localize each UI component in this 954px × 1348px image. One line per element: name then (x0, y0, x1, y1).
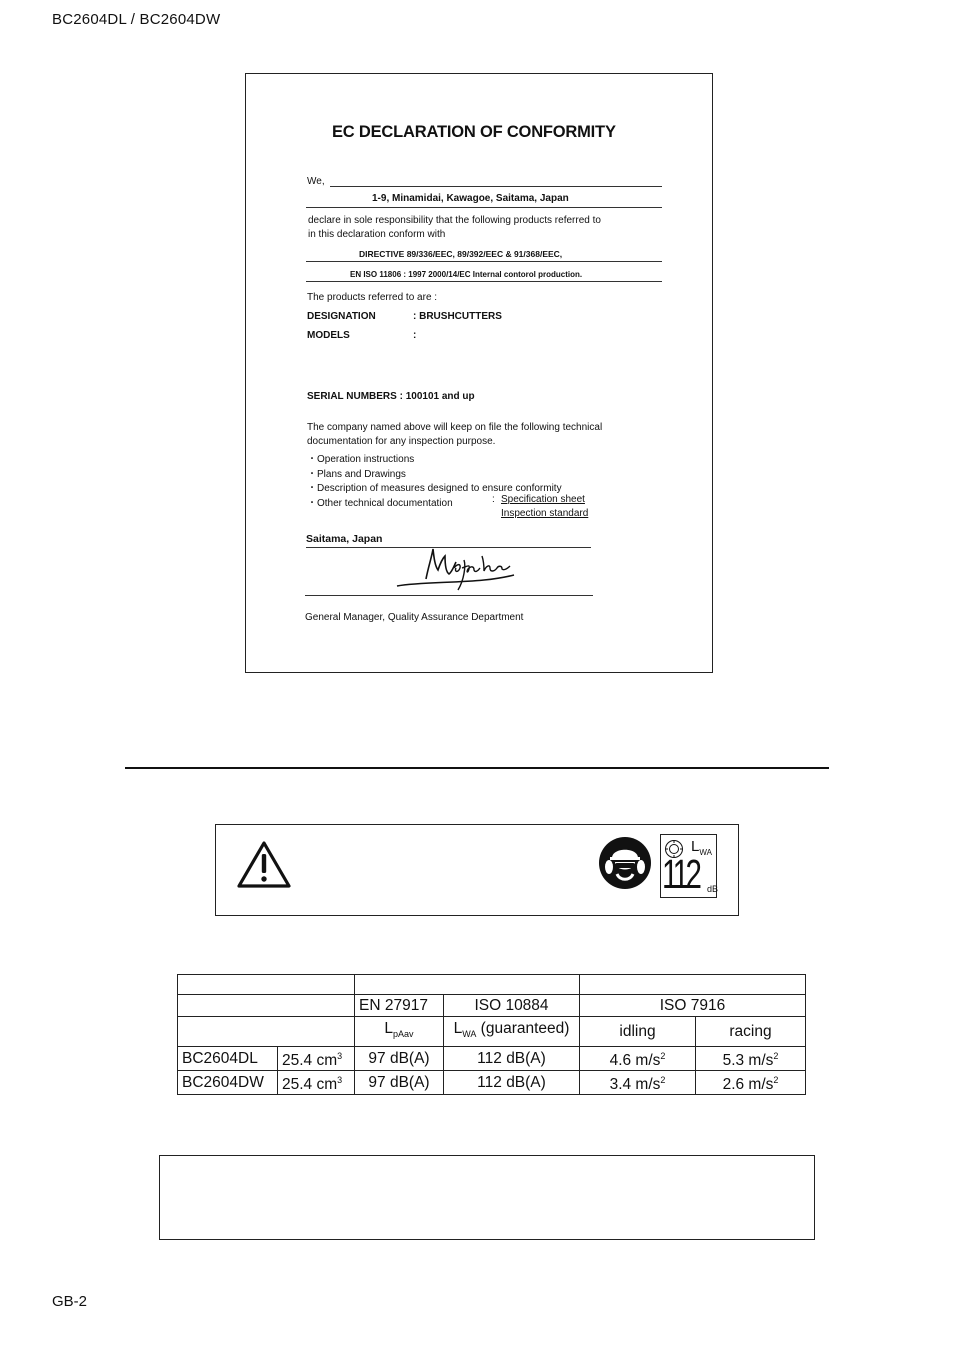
declare-line-2: in this declaration conform with (308, 229, 446, 240)
lwa-unit: dB (707, 884, 719, 894)
table-row (178, 1017, 806, 1047)
racing-cell: 5.3 $m/s^2$ (696, 1047, 806, 1071)
serial-numbers: SERIAL NUMBERS : 100101 and up (307, 391, 475, 402)
doc-item: ・Operation instructions (307, 454, 415, 465)
models-value: : (413, 330, 417, 341)
protective-gear-icon (598, 836, 652, 890)
table-row (178, 995, 806, 1017)
we-label: We, (307, 176, 325, 187)
noise-vibration-table (177, 974, 806, 1095)
signatory-title: General Manager, Quality Assurance Department (305, 612, 524, 623)
table-row (178, 1047, 806, 1071)
doc-item: ・Description of measures designed to ensure conformity (307, 483, 562, 494)
idling-cell: 4.6 $m/s^2$ (580, 1047, 696, 1071)
warning-symbols-panel (215, 824, 739, 916)
standard-iso-7916: ISO 7916 (580, 995, 806, 1017)
table-row (178, 1071, 806, 1095)
declaration-title: EC DECLARATION OF CONFORMITY (332, 123, 616, 141)
doc-item: ・Plans and Drawings (307, 469, 406, 480)
displacement-cell: 25.4 $cm^3$ (278, 1047, 355, 1071)
lwa-label: $L_{WA}$ (691, 838, 712, 857)
colon: : (492, 494, 495, 505)
page-header-model: BC2604DL / BC2604DW (52, 11, 221, 28)
page-number: GB-2 (52, 1293, 88, 1310)
racing-cell: 2.6 $m/s^2$ (696, 1071, 806, 1095)
header-idling: idling (580, 1017, 696, 1047)
standard-iso-10884: ISO 10884 (444, 995, 580, 1017)
products-intro: The products referred to are : (307, 292, 438, 303)
section-divider (125, 767, 829, 769)
table-row (178, 975, 806, 995)
company-line-1: The company named above will keep on file the following technical (307, 422, 603, 433)
idling-cell: 3.4 $m/s^2$ (580, 1071, 696, 1095)
model-cell: BC2604DL (178, 1047, 278, 1071)
models-label: MODELS (307, 330, 350, 341)
lp-cell: 97 dB(A) (355, 1047, 444, 1071)
doc-item: ・Other technical documentation (307, 498, 453, 509)
inspection-standard: Inspection standard (501, 508, 589, 519)
lw-cell: 112 dB(A) (444, 1071, 580, 1095)
designation-value: : BRUSHCUTTERS (413, 311, 502, 322)
sound-level-label-icon (660, 834, 717, 898)
address: 1-9, Minamidai, Kawagoe, Saitama, Japan (372, 193, 569, 204)
spec-sheet: Specification sheet (501, 494, 585, 505)
declare-line-1: declare in sole responsibility that the following products referred to (308, 215, 601, 226)
header-lw: $L_{WA}$ (guaranteed) (444, 1017, 580, 1047)
iso-standard: EN ISO 11806 : 1997 2000/14/EC Internal contorol production. (350, 270, 583, 279)
model-cell: BC2604DW (178, 1071, 278, 1095)
place: Saitama, Japan (306, 533, 383, 545)
lw-cell: 112 dB(A) (444, 1047, 580, 1071)
empty-note-box (159, 1155, 815, 1240)
warning-triangle-icon (235, 839, 293, 891)
designation-label: DESIGNATION (307, 311, 376, 322)
company-line-2: documentation for any inspection purpose. (307, 436, 496, 447)
directive: DIRECTIVE 89/336/EEC, 89/392/EEC & 91/368/EEC, (359, 249, 563, 259)
lwa-value: 112 (662, 851, 699, 897)
header-lp: $L_{pAav}$ (355, 1017, 444, 1047)
standard-en: EN 27917 (355, 995, 444, 1017)
ec-declaration-frame (245, 73, 713, 673)
signature-image (394, 546, 519, 594)
displacement-cell: 25.4 $cm^3$ (278, 1071, 355, 1095)
lp-cell: 97 dB(A) (355, 1071, 444, 1095)
header-racing: racing (696, 1017, 806, 1047)
